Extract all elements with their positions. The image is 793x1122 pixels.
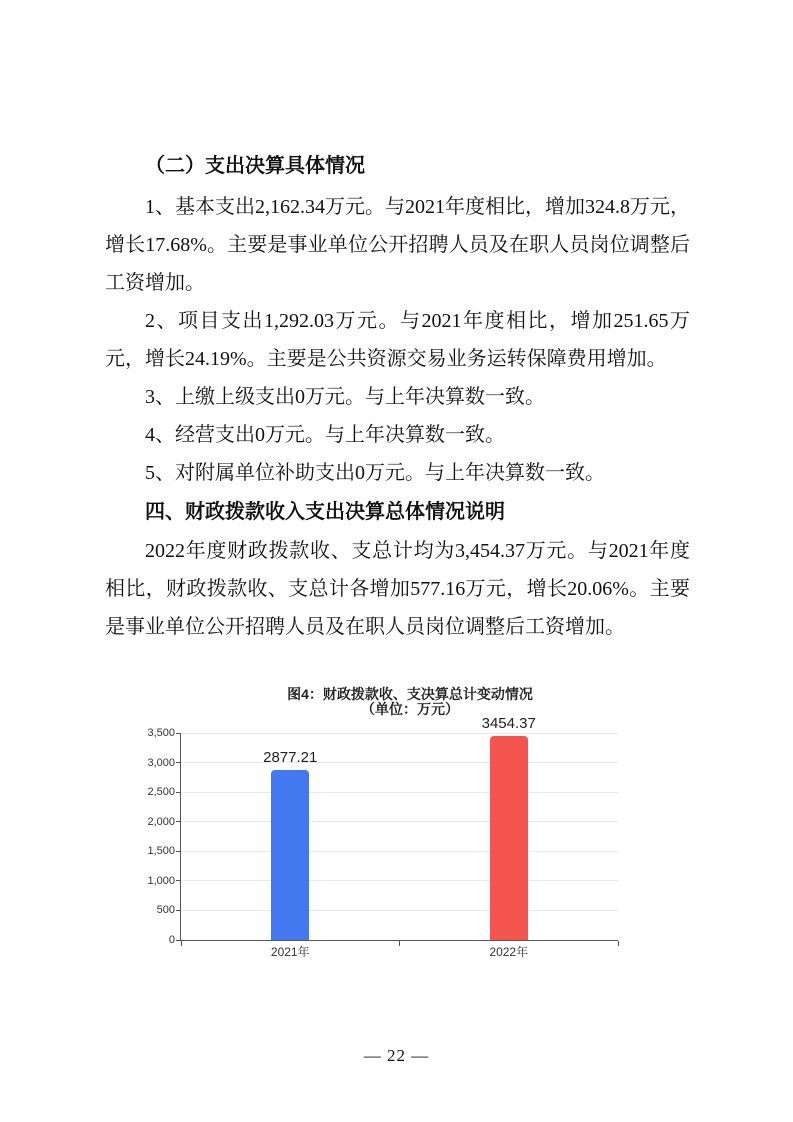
x-axis-tick-mark: [618, 941, 619, 946]
y-axis-tick-mark: [176, 733, 181, 734]
y-gridline: [181, 733, 618, 734]
y-axis-tick-label: 0: [168, 934, 175, 946]
bar-value-label: 3454.37: [481, 714, 536, 732]
paragraph-project-expenditure: 2、项目支出1,292.03万元。与2021年度相比，增加251.65万元，增长24.19%。主要是公共资源交易业务运转保障费用增加。: [105, 310, 690, 370]
paragraph-basic-expenditure: 1、基本支出2,162.34万元。与2021年度相比，增加324.8万元，增长17.68%。主要是事业单位公开招聘人员及在职人员岗位调整后工资增加。: [105, 196, 690, 294]
y-axis-tick-label: 1,000: [147, 874, 175, 887]
y-axis-tick-label: 2,500: [147, 786, 175, 799]
y-axis-tick-mark: [176, 880, 181, 881]
y-axis-tick-label: 2,000: [147, 815, 175, 828]
bar-chart-figure4: [140, 680, 680, 980]
y-axis-tick-mark: [176, 792, 181, 793]
section-heading-expenditure-details: （二）支出决算具体情况: [145, 155, 365, 177]
y-axis-tick-mark: [176, 851, 181, 852]
y-axis-tick-mark: [176, 910, 181, 911]
y-gridline: [181, 821, 618, 822]
y-gridline: [181, 792, 618, 793]
y-gridline: [181, 880, 618, 881]
y-gridline: [181, 910, 618, 911]
bar-2021年: [271, 770, 309, 940]
y-axis-tick-mark: [176, 821, 181, 822]
y-axis-tick-label: 1,500: [147, 845, 175, 858]
paragraph-fiscal-total: 2022年度财政拨款收、支总计均为3,454.37万元。与2021年度相比，财政拨款收、支总计各增加577.16万元，增长20.06%。主要是事业单位公开招聘人员及在职人员岗位调整后工资增加。: [105, 540, 690, 638]
y-axis-tick-mark: [176, 762, 181, 763]
chart-plot: [147, 714, 618, 959]
x-axis-category-label: 2021年: [270, 945, 310, 959]
page-number: — 22 —: [363, 1046, 430, 1065]
y-axis-tick-label: 3,500: [147, 727, 175, 739]
x-axis-tick-mark: [399, 941, 400, 946]
bar-value-label: 2877.21: [263, 748, 318, 766]
chart-title-block: [140, 686, 680, 717]
y-gridline: [181, 851, 618, 852]
chart-subtitle: （单位：万元）: [361, 701, 459, 717]
y-axis-tick-label: 500: [156, 904, 175, 917]
x-axis-tick-mark: [181, 941, 182, 946]
bar-2022年: [490, 736, 528, 940]
y-axis-tick-label: 3,000: [147, 756, 175, 769]
paragraph-upper-level-expenditure: 3、上缴上级支出0万元。与上年决算数一致。: [145, 386, 545, 408]
paragraph-operating-expenditure: 4、经营支出0万元。与上年决算数一致。: [145, 424, 505, 446]
document-body: [105, 146, 690, 646]
paragraph-subsidy-expenditure: 5、对附属单位补助支出0万元。与上年决算数一致。: [145, 462, 605, 484]
y-gridline: [181, 762, 618, 763]
chart-title: 图4：财政拨款收、支决算总计变动情况: [287, 686, 533, 702]
section-heading-fiscal-appropriation: 四、财政拨款收入支出决算总体情况说明: [145, 501, 505, 523]
x-axis-category-label: 2022年: [489, 945, 529, 959]
